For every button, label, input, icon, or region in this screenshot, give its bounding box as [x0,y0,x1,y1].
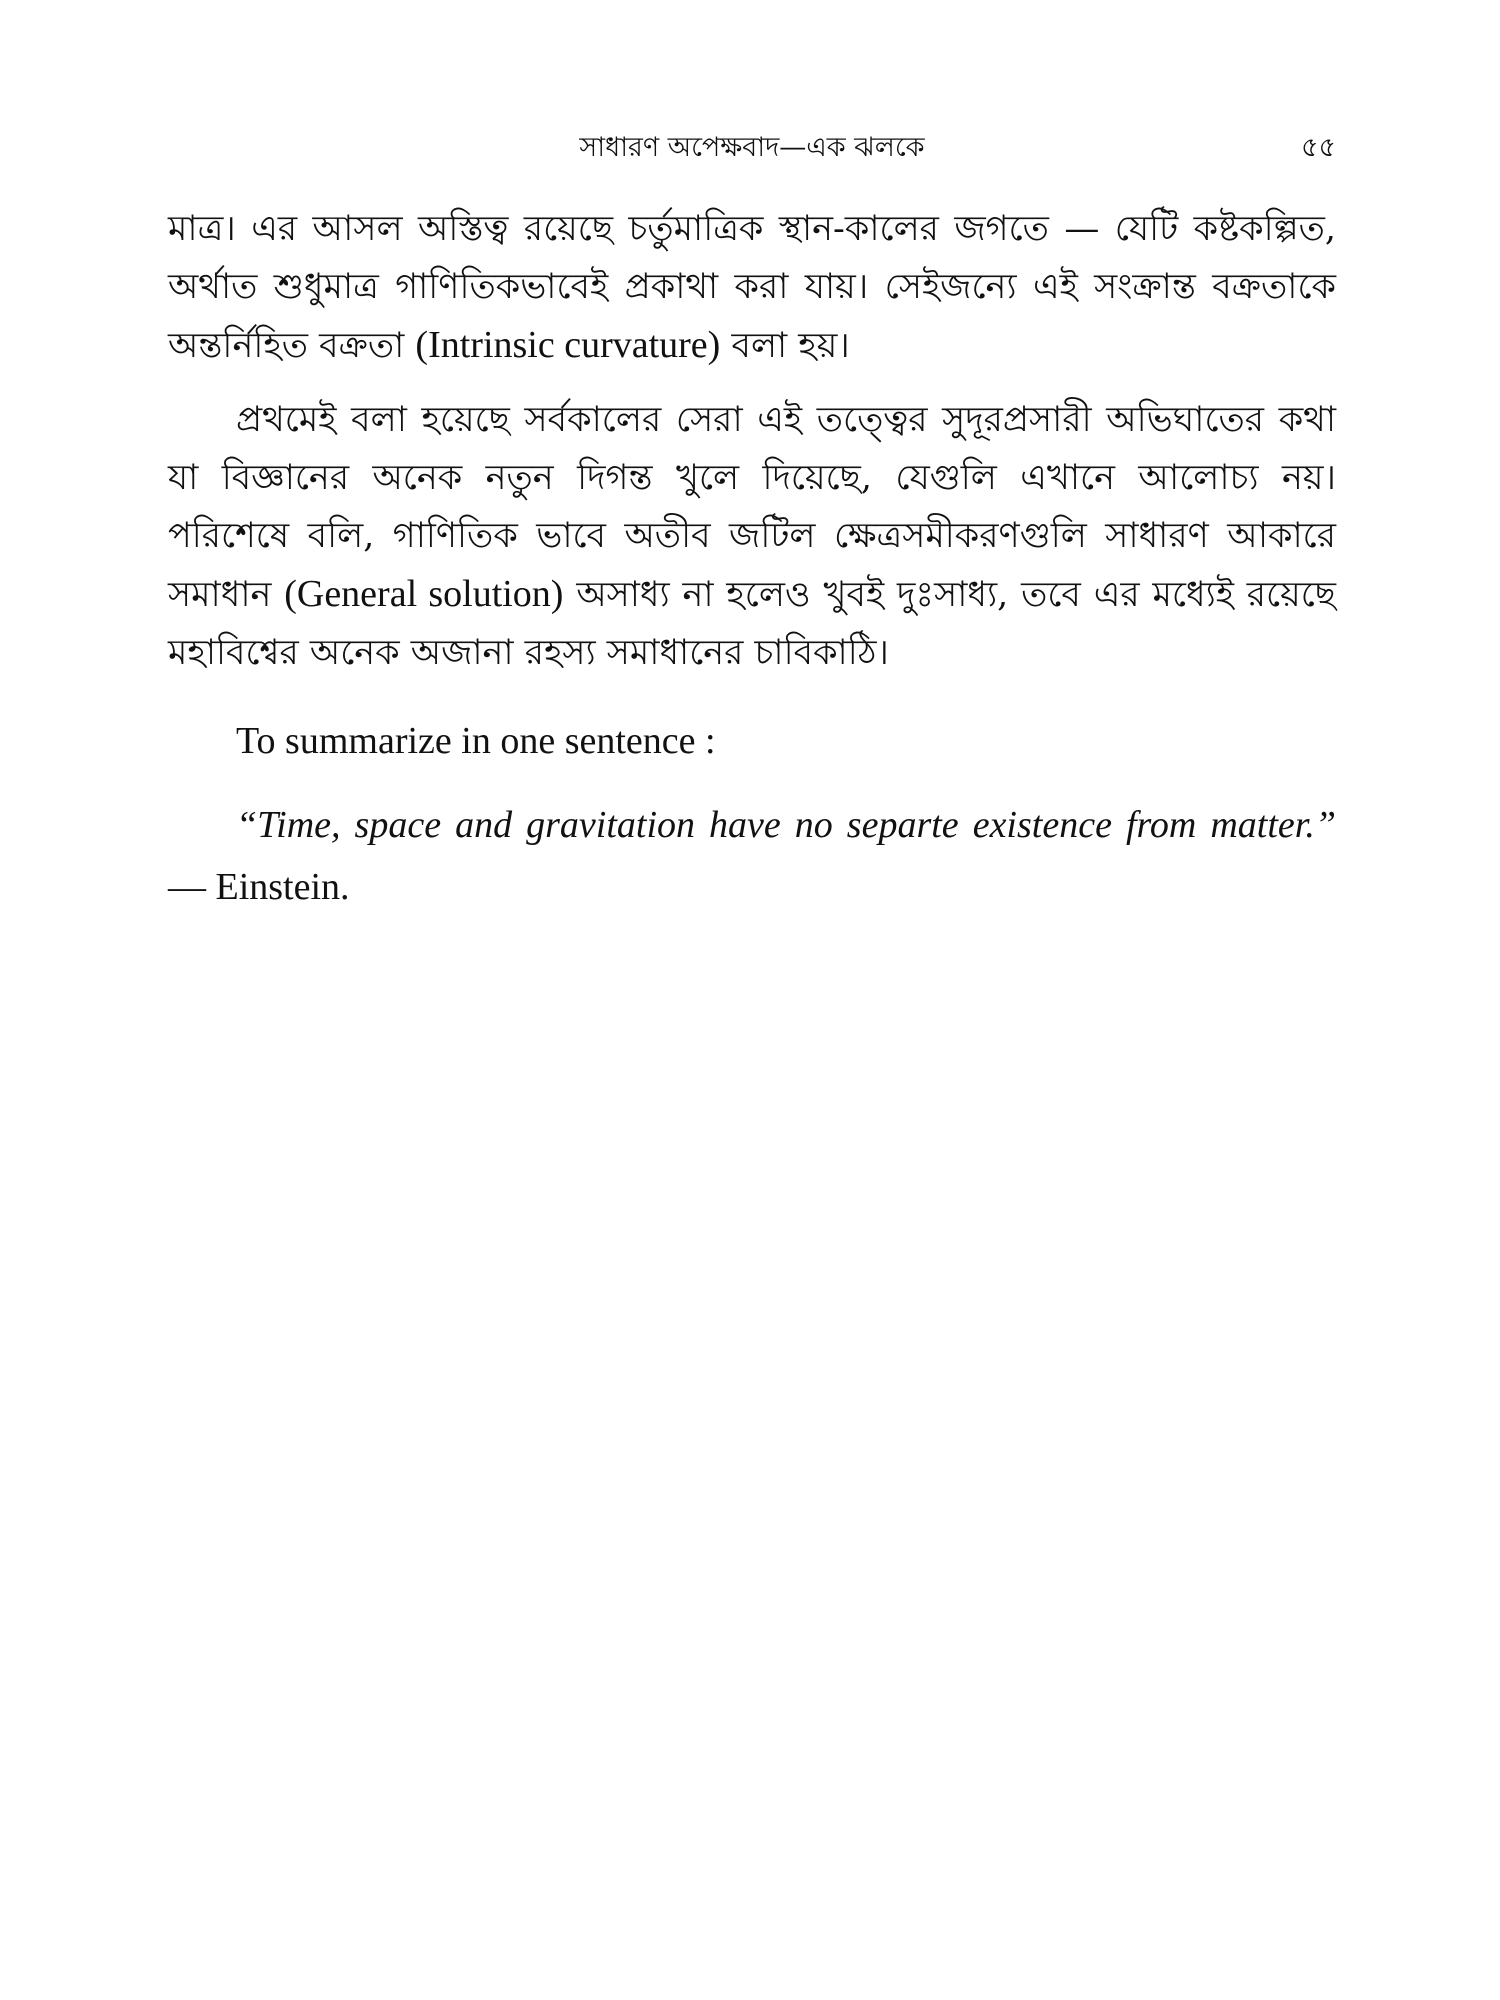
quote-text: “Time, space and gravitation have no separte existence from matter.” [236,804,1336,846]
body-text [168,200,1336,918]
paragraph-text: প্রথমেই বলা হয়েছে সর্বকালের সেরা এই তত্ত্বের সুদূরপ্রসারী অভিঘাতের কথা যা বিজ্ঞানের অনেক নতুন দিগন্ত খুলে দিয়েছে, যেগুলি এখানে আলোচ্য নয়। পরিশেষে বলি, গাণিতিক ভাবে অতীব জটিল ক্ষেত্রসমীকরণগুলি সাধারণ আকারে সমাধান [168,400,1336,615]
english-term: (Intrinsic curvature) [415,324,721,366]
paragraph-text: মাত্র। এর আসল অস্তিত্ব রয়েছে চর্তুমাত্রিক স্থান-কালের জগতে — যেটি কষ্টকল্পিত, অর্থাত শুধুমাত্র গাণিতিকভাবেই প্রকাথা করা যায়। সেইজন্যে এই সংক্রান্ত বক্রতাকে অন্তর্নিহিত বক্রতা [168,209,1336,366]
paragraph-text: বলা হয়। [720,326,850,366]
running-title: সাধারণ অপেক্ষবাদ—এক ঝলকে [579,132,925,163]
english-term: (General solution) [284,573,564,615]
running-header [168,128,1336,168]
paragraph-conclusion [168,391,1336,682]
summary-line: To summarize in one sentence : [236,720,716,762]
paragraph-text: অসাধ্য না হলেও খুবই দুঃসাধ্য, তবে এর মধ্যেই রয়েছে মহাবিশ্বের অনেক অজানা রহস্য সমাধানের চাবিকাঠি। [168,575,1336,673]
page-number: ৫৫ [1300,132,1336,163]
quote-attribution: — Einstein. [168,866,350,908]
paragraph-intrinsic-curvature [168,200,1336,375]
einstein-quote [168,794,1336,918]
